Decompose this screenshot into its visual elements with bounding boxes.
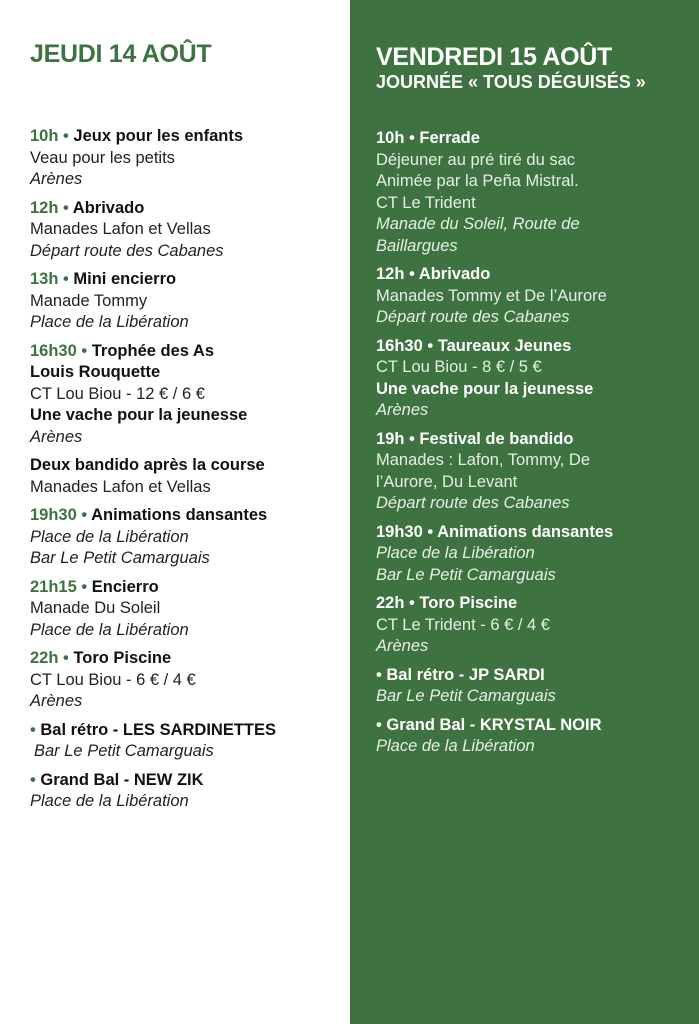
event-item	[376, 264, 696, 329]
event-item	[30, 269, 350, 334]
event-location: Bar Le Petit Camarguais	[30, 549, 210, 567]
event-item	[30, 455, 350, 498]
event-title: Mini encierro	[73, 270, 177, 288]
event-item	[376, 665, 696, 708]
event-detail: CT Le Trident - 6 € / 4 €	[376, 615, 550, 634]
day2-event-list	[376, 128, 696, 765]
event-heading	[30, 770, 350, 792]
event-item	[30, 505, 350, 570]
event-heading	[30, 577, 350, 599]
event-heading	[30, 455, 350, 477]
event-location: Place de la Libération	[30, 527, 189, 546]
event-heading	[376, 665, 696, 687]
event-detail: l’Aurore, Du Levant	[376, 472, 518, 491]
bullet-separator: •	[58, 270, 74, 288]
event-title: Jeux pour les enfants	[73, 127, 244, 145]
event-detail: CT Le Trident	[376, 193, 476, 212]
event-heading	[376, 336, 696, 358]
bullet-separator: •	[404, 129, 420, 147]
event-title: Ferrade	[419, 129, 480, 147]
event-heading	[30, 720, 350, 742]
event-item	[30, 126, 350, 191]
event-heading	[376, 522, 696, 544]
event-location: Départ route des Cabanes	[376, 308, 570, 326]
event-detail: CT Lou Biou - 8 € / 5 €	[376, 358, 542, 376]
event-item	[30, 341, 350, 449]
event-heading	[30, 648, 350, 670]
event-time: 10h	[30, 127, 59, 145]
event-title: Trophée des As	[91, 341, 215, 360]
event-item	[376, 715, 696, 758]
event-location: Place de la Libération	[30, 792, 189, 810]
event-title: Animations dansantes	[437, 522, 614, 541]
event-heading	[30, 126, 350, 148]
event-title: Grand Bal - NEW ZIK	[40, 770, 204, 789]
day2-subtitle: JOURNÉE « TOUS DÉGUISÉS »	[376, 72, 646, 92]
event-item	[376, 522, 696, 587]
event-item	[30, 577, 350, 642]
event-location: Place de la Libération	[30, 313, 189, 331]
event-time: 19h30	[30, 506, 77, 524]
event-detail: Manades Tommy et De l’Aurore	[376, 286, 607, 305]
event-location: Bar Le Petit Camarguais	[34, 742, 214, 760]
day1-title: JEUDI 14 AOÛT	[30, 40, 212, 68]
event-detail: Veau pour les petits	[30, 148, 175, 167]
event-time: 16h30	[376, 336, 423, 355]
event-time: 19h	[376, 429, 405, 448]
event-detail: Manade Du Soleil	[30, 599, 161, 617]
bullet-separator: •	[76, 506, 92, 524]
event-time: 21h15	[30, 577, 77, 596]
event-location: Bar Le Petit Camarguais	[376, 565, 556, 584]
event-detail: Une vache pour la jeunesse	[30, 406, 248, 424]
event-time: 13h	[30, 270, 59, 288]
event-title: Deux bandido après la course	[30, 456, 265, 474]
event-location: Arènes	[376, 637, 429, 655]
event-title: Animations dansantes	[91, 506, 268, 524]
event-title: Toro Piscine	[73, 649, 172, 667]
event-heading	[376, 264, 696, 286]
event-detail: Manades : Lafon, Tommy, De	[376, 451, 590, 469]
event-location: Départ route des Cabanes	[376, 494, 570, 512]
event-heading	[376, 429, 696, 451]
event-detail: Manade Tommy	[30, 291, 148, 310]
event-heading	[376, 128, 696, 150]
event-heading	[30, 505, 350, 527]
event-title: Bal rétro - JP SARDI	[386, 665, 545, 684]
day2-column	[350, 0, 699, 1024]
event-location: Place de la Libération	[30, 620, 189, 639]
event-detail: Manades Lafon et Vellas	[30, 477, 211, 496]
bullet-icon: •	[30, 720, 41, 739]
event-heading	[376, 593, 696, 615]
bullet-separator: •	[422, 522, 438, 541]
event-title: Bal rétro - LES SARDINETTES	[40, 720, 276, 739]
bullet-separator: •	[58, 649, 74, 667]
event-heading	[30, 198, 350, 220]
event-detail: Une vache pour la jeunesse	[376, 379, 594, 398]
day1-event-list	[30, 126, 350, 820]
event-heading	[30, 341, 350, 363]
bullet-separator: •	[404, 594, 420, 612]
event-detail: CT Lou Biou - 6 € / 4 €	[30, 670, 196, 689]
event-title: Toro Piscine	[419, 594, 518, 612]
event-detail: Manades Lafon et Vellas	[30, 220, 211, 238]
event-time: 16h30	[30, 341, 77, 360]
event-time: 22h	[30, 649, 59, 667]
event-location: Arènes	[376, 401, 429, 419]
event-detail: Déjeuner au pré tiré du sac	[376, 150, 576, 169]
event-location: Arènes	[30, 170, 83, 188]
bullet-separator: •	[76, 341, 92, 360]
event-item	[30, 770, 350, 813]
event-time: 19h30	[376, 522, 423, 541]
bullet-separator: •	[404, 429, 420, 448]
event-time: 12h	[376, 265, 405, 283]
event-title: Taureaux Jeunes	[437, 336, 572, 355]
event-location: Arènes	[30, 427, 83, 446]
event-detail: Louis Rouquette	[30, 363, 161, 381]
bullet-icon: •	[376, 665, 387, 684]
event-item	[376, 429, 696, 515]
bullet-separator: •	[422, 336, 438, 355]
event-item	[30, 720, 350, 763]
event-time: 10h	[376, 129, 405, 147]
event-location: Place de la Libération	[376, 737, 535, 755]
event-title: Festival de bandido	[419, 429, 574, 448]
event-item	[30, 648, 350, 713]
bullet-icon: •	[376, 715, 387, 734]
event-location: Place de la Libération	[376, 544, 535, 562]
event-item	[376, 128, 696, 257]
bullet-icon: •	[30, 770, 41, 789]
event-time: 12h	[30, 198, 59, 217]
event-location: Arènes	[30, 692, 83, 710]
event-detail: Animée par la Peña Mistral.	[376, 172, 579, 190]
event-location: Départ route des Cabanes	[30, 241, 224, 260]
event-item	[376, 336, 696, 422]
bullet-separator: •	[404, 265, 419, 283]
bullet-separator: •	[58, 127, 74, 145]
event-title: Grand Bal - KRYSTAL NOIR	[386, 715, 602, 734]
event-detail: CT Lou Biou - 12 € / 6 €	[30, 384, 205, 403]
event-heading	[376, 715, 696, 737]
event-location: Bar Le Petit Camarguais	[376, 687, 556, 705]
event-item	[376, 593, 696, 658]
event-item	[30, 198, 350, 263]
event-title: Encierro	[91, 577, 159, 596]
bullet-separator: •	[58, 198, 73, 217]
event-title: Abrivado	[418, 265, 491, 283]
day2-title: VENDREDI 15 AOÛT	[376, 43, 612, 71]
event-location: Manade du Soleil, Route de	[376, 215, 580, 233]
event-location: Baillargues	[376, 236, 458, 255]
event-title: Abrivado	[72, 198, 145, 217]
bullet-separator: •	[76, 577, 92, 596]
event-heading	[30, 269, 350, 291]
event-time: 22h	[376, 594, 405, 612]
